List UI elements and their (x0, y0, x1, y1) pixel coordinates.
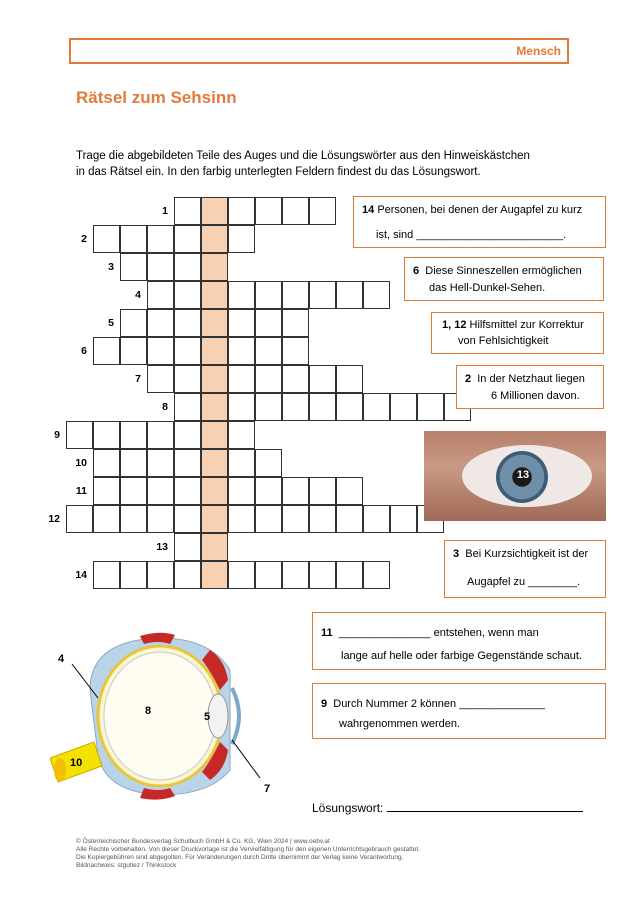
crossword-cell[interactable] (228, 337, 255, 365)
solution-cell[interactable] (201, 365, 228, 393)
crossword-cell[interactable] (147, 449, 174, 477)
crossword-cell[interactable] (174, 253, 201, 281)
row-number: 6 (81, 345, 87, 357)
solution-label: Lösungswort: (312, 801, 384, 815)
crossword-cell[interactable] (255, 197, 282, 225)
crossword-cell[interactable] (255, 309, 282, 337)
crossword-cell[interactable] (336, 561, 363, 589)
clue-text: Bei Kurzsichtigkeit ist der (465, 548, 589, 560)
footer-line: Bildnachweis: stgutiez / Thinkstock (76, 862, 177, 869)
crossword-cell[interactable] (363, 393, 390, 421)
crossword-cell[interactable] (255, 561, 282, 589)
crossword-cell[interactable] (309, 197, 336, 225)
clue-number: 2 (465, 373, 472, 385)
row-number: 13 (156, 541, 168, 553)
clue-text: das Hell-Dunkel-Sehen. (429, 282, 546, 294)
row-number: 8 (162, 401, 168, 413)
crossword-cell[interactable] (174, 505, 201, 533)
crossword-cell[interactable] (174, 449, 201, 477)
footer (76, 838, 576, 870)
crossword-cell[interactable] (309, 281, 336, 309)
clue-text: In der Netzhaut liegen (477, 373, 585, 385)
crossword-cell[interactable] (282, 505, 309, 533)
clue-11 (312, 612, 606, 670)
optic-nerve-end (54, 758, 66, 782)
solution-cell[interactable] (201, 309, 228, 337)
footer-line: Die Kopiergebühren sind abgegolten. Für Veränderungen durch Dritte übernimmt der Verlag keine Verantwortung. (76, 854, 404, 861)
diagram-label-5: 5 (204, 711, 211, 723)
crossword-cell[interactable] (147, 309, 174, 337)
row-number: 10 (75, 457, 87, 469)
crossword-cell[interactable] (174, 365, 201, 393)
crossword-cell[interactable] (228, 421, 255, 449)
photo-label: 13 (516, 469, 530, 481)
clue-text: _______________ entstehen, wenn man (338, 627, 539, 639)
diagram-label-7: 7 (264, 783, 271, 795)
clue-text: 6 Millionen davon. (491, 390, 580, 402)
row-number: 1 (162, 205, 168, 217)
vitreous-body (104, 652, 216, 780)
crossword-cell[interactable] (174, 477, 201, 505)
crossword-cell[interactable] (228, 309, 255, 337)
intro-line-2: in das Rätsel ein. In den farbig unterlegten Feldern findest du das Lösungswort. (76, 166, 481, 178)
crossword-cell[interactable] (174, 197, 201, 225)
crossword-cell[interactable] (282, 365, 309, 393)
footer-line: Alle Rechte vorbehalten. Von dieser Druckvorlage ist die Vervielfältigung für den eigenen Unterrichtsgebrauch gestattet. (76, 846, 420, 853)
crossword-cell[interactable] (282, 281, 309, 309)
crossword-cell[interactable] (309, 561, 336, 589)
crossword-cell[interactable] (228, 365, 255, 393)
row-number: 12 (48, 513, 60, 525)
crossword-cell[interactable] (174, 309, 201, 337)
crossword-cell[interactable] (336, 281, 363, 309)
crossword-cell[interactable] (255, 365, 282, 393)
crossword-cell[interactable] (363, 505, 390, 533)
row-number: 14 (75, 569, 87, 581)
eye-diagram (50, 630, 280, 800)
crossword-cell[interactable] (336, 393, 363, 421)
crossword-cell[interactable] (66, 505, 93, 533)
diagram-label-8: 8 (145, 705, 152, 717)
solution-cell[interactable] (201, 393, 228, 421)
crossword-cell[interactable] (120, 337, 147, 365)
crossword-cell[interactable] (147, 337, 174, 365)
crossword-cell[interactable] (93, 225, 120, 253)
clue-text: wahrgenommen werden. (339, 718, 461, 730)
clue-number: 9 (321, 698, 328, 710)
crossword-cell[interactable] (309, 393, 336, 421)
crossword-cell[interactable] (228, 449, 255, 477)
crossword-cell[interactable] (255, 281, 282, 309)
solution-cell[interactable] (201, 225, 228, 253)
clue-6 (404, 257, 604, 301)
crossword-cell[interactable] (174, 421, 201, 449)
crossword-cell[interactable] (309, 365, 336, 393)
crossword-cell[interactable] (66, 421, 93, 449)
solution-cell[interactable] (201, 337, 228, 365)
crossword-cell[interactable] (255, 449, 282, 477)
solution-cell[interactable] (201, 421, 228, 449)
crossword-cell[interactable] (174, 337, 201, 365)
clue-text: Augapfel zu ________. (467, 576, 581, 588)
crossword-cell[interactable] (228, 505, 255, 533)
eye-photo (424, 431, 606, 521)
page-title: Rätsel zum Sehsinn (76, 88, 237, 107)
crossword-cell[interactable] (120, 421, 147, 449)
crossword-cell[interactable] (255, 505, 282, 533)
crossword-cell[interactable] (417, 393, 444, 421)
crossword-cell[interactable] (120, 225, 147, 253)
crossword-cell[interactable] (228, 197, 255, 225)
crossword-cell[interactable] (282, 393, 309, 421)
cornea (232, 688, 239, 744)
header-box (69, 38, 569, 64)
crossword-cell[interactable] (147, 365, 174, 393)
crossword-cell[interactable] (120, 309, 147, 337)
crossword-cell[interactable] (336, 365, 363, 393)
crossword-cell[interactable] (282, 309, 309, 337)
crossword-cell[interactable] (174, 225, 201, 253)
solution-cell[interactable] (201, 561, 228, 589)
clue-number: 3 (453, 548, 460, 560)
clue-number: 14 (362, 204, 375, 216)
solution-cell[interactable] (201, 253, 228, 281)
crossword-cell[interactable] (174, 281, 201, 309)
crossword-cell[interactable] (309, 505, 336, 533)
solution-cell[interactable] (201, 197, 228, 225)
solution-cell[interactable] (201, 477, 228, 505)
crossword-cell[interactable] (282, 337, 309, 365)
crossword-cell[interactable] (282, 477, 309, 505)
crossword-cell[interactable] (228, 281, 255, 309)
clue-text: ist, sind ________________________. (376, 229, 567, 241)
diagram-label-10: 10 (70, 757, 83, 769)
crossword-cell[interactable] (120, 477, 147, 505)
solution-cell[interactable] (201, 449, 228, 477)
clue-14 (353, 196, 606, 248)
clue-number: 6 (413, 265, 420, 277)
crossword-cell[interactable] (93, 477, 120, 505)
row-number: 11 (75, 485, 87, 497)
crossword-cell[interactable] (228, 393, 255, 421)
solution-cell[interactable] (201, 533, 228, 561)
crossword-cell[interactable] (390, 505, 417, 533)
crossword-cell[interactable] (228, 561, 255, 589)
crossword-cell[interactable] (282, 561, 309, 589)
crossword-cell[interactable] (336, 477, 363, 505)
crossword-cell[interactable] (93, 421, 120, 449)
crossword-cell[interactable] (93, 449, 120, 477)
crossword-cell[interactable] (228, 225, 255, 253)
leader-line-7 (232, 740, 260, 778)
clue-text: Hilfsmittel zur Korrektur (469, 319, 584, 331)
clue-text: Personen, bei denen der Augapfel zu kurz (377, 204, 583, 216)
row-number: 4 (135, 289, 141, 301)
crossword-cell[interactable] (228, 477, 255, 505)
solution-cell[interactable] (201, 505, 228, 533)
crossword-cell[interactable] (93, 337, 120, 365)
clue-number: 1, 12 (442, 319, 467, 331)
footer-line: © Österreichischer Bundesverlag Schulbuch GmbH & Co. KG, Wien 2024 | www.oebv.at (76, 838, 330, 845)
crossword-cell[interactable] (147, 421, 174, 449)
crossword-cell[interactable] (255, 337, 282, 365)
clue-text: Durch Nummer 2 können ______________ (333, 698, 545, 710)
clue-text: Diese Sinneszellen ermöglichen (425, 265, 582, 277)
crossword-cell[interactable] (363, 561, 390, 589)
row-number: 3 (108, 261, 114, 273)
solution-cell[interactable] (201, 281, 228, 309)
crossword-cell[interactable] (93, 505, 120, 533)
intro-text (76, 148, 576, 180)
clue-text: lange auf helle oder farbige Gegenstände schaut. (341, 650, 582, 662)
crossword-cell[interactable] (336, 505, 363, 533)
crossword-cell[interactable] (363, 281, 390, 309)
clue-text: von Fehlsichtigkeit (458, 335, 549, 347)
crossword-cell[interactable] (120, 561, 147, 589)
lens (208, 694, 228, 738)
crossword-cell[interactable] (147, 281, 174, 309)
crossword-cell[interactable] (174, 561, 201, 589)
crossword-cell[interactable] (174, 533, 201, 561)
crossword-cell[interactable] (174, 393, 201, 421)
crossword-cell[interactable] (93, 561, 120, 589)
crossword-cell[interactable] (255, 477, 282, 505)
row-number: 5 (108, 317, 114, 329)
clue-9 (312, 683, 606, 739)
crossword-cell[interactable] (147, 505, 174, 533)
clue-2 (456, 365, 604, 409)
crossword-cell[interactable] (309, 477, 336, 505)
crossword-cell[interactable] (120, 449, 147, 477)
crossword-cell[interactable] (147, 253, 174, 281)
intro-line-1: Trage die abgebildeten Teile des Auges und die Lösungswörter aus den Hinweiskästchen (76, 150, 530, 162)
crossword-cell[interactable] (120, 253, 147, 281)
row-number: 2 (81, 233, 87, 245)
crossword-cell[interactable] (255, 393, 282, 421)
crossword-cell[interactable] (282, 197, 309, 225)
row-number: 7 (135, 373, 141, 385)
crossword-cell[interactable] (120, 505, 147, 533)
header-tag: Mensch (516, 44, 561, 58)
clue-3 (444, 540, 606, 598)
crossword-cell[interactable] (390, 393, 417, 421)
crossword-cell[interactable] (147, 561, 174, 589)
crossword-cell[interactable] (147, 225, 174, 253)
row-number: 9 (54, 429, 60, 441)
clue-number: 11 (321, 627, 333, 639)
solution-line (312, 800, 583, 815)
clue-1-12 (431, 312, 604, 354)
diagram-label-4: 4 (58, 653, 65, 665)
solution-blank[interactable] (387, 800, 583, 812)
crossword-cell[interactable] (147, 477, 174, 505)
